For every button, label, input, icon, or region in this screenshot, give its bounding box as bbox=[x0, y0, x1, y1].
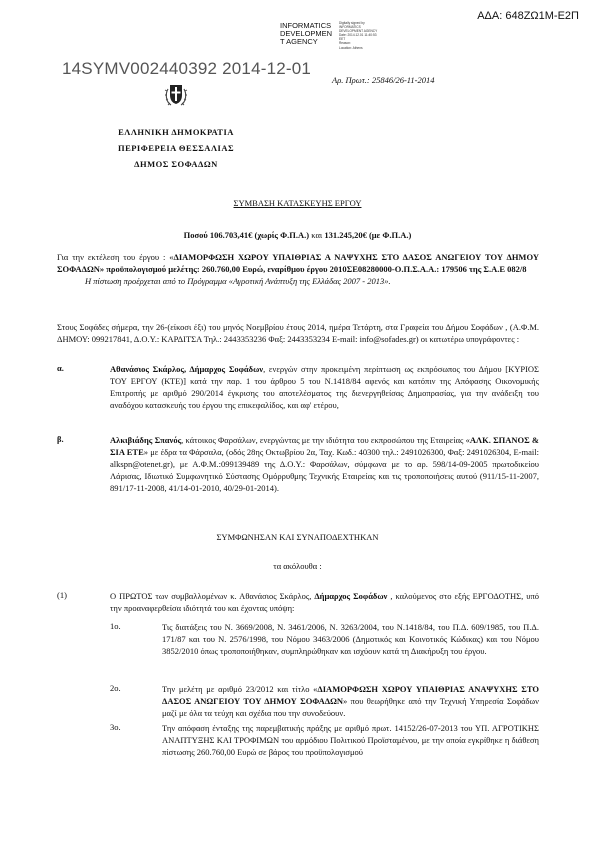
stamp-detail-line: Location: Athens bbox=[339, 45, 363, 50]
stamp-detail-line: Reason: bbox=[339, 41, 351, 46]
amount-with-vat: 131.245,20€ (με Φ.Π.Α.) bbox=[324, 230, 412, 240]
party-b-text-2: » με έδρα τα Φάρσαλα, (οδός 28ης Οκτωβρίου 2α, Ταχ. Κωδ.: 40300 τηλ.: 2491026300, Φαξ: 2491026304, E-mail: alkspn@otenet.gr), με Α.Φ.Μ.:099139489 της Δ.Ο.Υ.: Φαρσάλων, σύμφωνα με το αρ. 598/14-09-2005 πρωτοδικείου Λάρισας, Ιδιωτικό Συμφωνητικό Σύστασης Ομόρρυθμης Τεχνικής Εταιρείας και τις τροποποιήσεις αυτού (911/15-11-2007, 891/17-11-2008, 41/14-01-2010, 40/29-01-2014). bbox=[110, 447, 539, 493]
document-title: ΣΥΜΒΑΣΗ ΚΑΤΑΣΚΕΥΗΣ ΕΡΓΟΥ bbox=[233, 198, 362, 208]
intro-prefix: Για την εκτέλεση του έργου : « bbox=[57, 252, 174, 262]
item-2-project-title: ΔΙΑΜΟΡΦΩΣΗ ΧΩΡΟΥ ΥΠΑΙΘΡΙΑΣ ΑΝΑΨΥΧΗΣ ΣΤΟ ΔΑΣΟΣ ΑΝΩΓΕΙΟΥ ΤΟΥ ΔΗΜΟΥ ΣΟΦΑΔΩΝ bbox=[162, 684, 539, 706]
party-b-paragraph bbox=[110, 434, 539, 494]
section-1-label: (1) bbox=[57, 590, 67, 600]
stamp-org-line: INFORMATICS bbox=[280, 21, 332, 30]
header-municipality: ΔΗΜΟΣ ΣΟΦΑΔΩΝ bbox=[134, 159, 218, 169]
stamp-detail-line: Digitally signed by bbox=[339, 21, 365, 25]
section-1-text-2: , καλούμενος στο εξής ΕΡΓΟΔΟΤΗΣ, υπό την προαναφερθείσα ιδιότητά του και έχοντας υπόψη: bbox=[110, 591, 539, 613]
header-region: ΠΕΡΙΦΕΡΕΙΑ ΘΕΣΣΑΛΙΑΣ bbox=[117, 143, 235, 153]
party-b-name: Αλκιβιάδης Σπανός bbox=[110, 435, 182, 445]
item-3-label: 3ο. bbox=[110, 722, 121, 732]
contract-amounts bbox=[0, 230, 595, 240]
party-a-paragraph bbox=[110, 363, 539, 411]
stamp-detail-line: Date: 2014.12.01 11:40:53 bbox=[339, 33, 377, 38]
section-1-mayor-title: Δήμαρχος Σοφάδων bbox=[314, 591, 388, 601]
stamp-org-line: DEVELOPMEN bbox=[280, 29, 333, 39]
agreed-heading: ΣΥΜΦΩΝΗΣΑΝ ΚΑΙ ΣΥΝΑΠΟΔΕΧΤΗΚΑΝ bbox=[216, 532, 379, 542]
amount-without-vat: Ποσού 106.703,41€ (χωρίς Φ.Π.Α.) bbox=[183, 230, 310, 240]
signature-stamp-org bbox=[280, 22, 338, 47]
party-a-letter: α. bbox=[57, 363, 64, 373]
stamp-detail-line: DEVELOPMENT AGENCY bbox=[339, 29, 378, 34]
item-2-label: 2ο. bbox=[110, 683, 121, 693]
ada-code: ΑΔΑ: 648ΖΩ1Μ-Ε2Π bbox=[477, 10, 579, 22]
contract-opening-paragraph: Στους Σοφάδες σήμερα, την 26-(είκοσι έξι) του μηνός Νοεμβρίου έτους 2014, ημέρα Τετάρτη, στα Γραφεία του Δήμου Σοφάδων , (Α.Φ.Μ. ΔΗΜΟΥ: 099217841, Δ.Ο.Υ.: ΚΑΡΔΙΤΣΑ Τηλ.: 2443353236 Φαξ: 2443353234 E-mail: info@sofades.gr) οι κατωτέρω υπογράφοντες : bbox=[57, 322, 539, 344]
protocol-number: Αρ. Πρωτ.: 25846/26-11-2014 bbox=[332, 75, 435, 85]
party-a-label bbox=[57, 363, 64, 373]
greek-emblem-icon bbox=[161, 79, 191, 109]
item-2-text-2: » που θεωρήθηκε από την Τεχνική Υπηρεσία Σοφάδων μαζί με όλα τα τεύχη και σχέδια που την συνοδεύουν. bbox=[162, 696, 539, 718]
stamp-org-line: T AGENCY bbox=[280, 37, 318, 47]
item-1-text: Τις διατάξεις του Ν. 3669/2008, Ν. 3461/2006, Ν. 3263/2004, του Ν.1418/84, του Π.Δ. 609/1985, του Π.Δ. 171/87 και του Ν. 2576/1998, του Νόμου 3463/2006 (Δημοτικός και Κοινοτικός Κώδικας) και του Νόμου 3852/2010 όπως τροποποιήθηκαν, συμπληρώθηκαν και ισχύουν κατά τη Διακήρυξη του έργου. bbox=[162, 622, 539, 656]
signature-stamp-details bbox=[339, 21, 399, 50]
stamp-detail-line: EET bbox=[339, 37, 346, 42]
party-b-company: ΑΛΚ. ΣΠΑΝΟΣ & ΣΙΑ ΕΤΕ bbox=[110, 435, 539, 457]
section-1-paragraph bbox=[110, 590, 539, 614]
project-description: ΔΙΑΜΟΡΦΩΣΗ ΧΩΡΟΥ ΥΠΑΙΘΡΙΑΣ Α ΝΑΨΥΧΗΣ ΣΤΟ ΔΑΣΟΣ ΑΝΩΓΕΙΟΥ ΤΟΥ ΔΗΜΟΥ ΣΟΦΑΔΩΝ» προϋπολογισμού μελέτης: 260.760,00 Ευρώ, εναρίθμου έργου 2010ΣΕ08280000-Ο.Π.Σ.Α.Α.: 179506 της Σ.Α.Ε 082/8 bbox=[57, 252, 539, 274]
stamp-detail-line: INFORMATICS bbox=[339, 25, 361, 30]
item-3-text: Την απόφαση ένταξης της παρεμβατικής πράξης με αριθμό πρωτ. 14152/26-07-2013 του ΥΠ. ΑΓΡΟΤΙΚΗΣ ΑΝΑΠΤΥΞΗΣ ΚΑΙ ΤΡΟΦΙΜΩΝ του αρμόδιου Πολιτικού Προϊσταμένου, με την οποία εγκρίθηκε η διάθεση πίστωσης 260.760,00 Ευρώ σε βάρος του προϋπολογισμού bbox=[162, 723, 539, 757]
party-b-letter: β. bbox=[57, 434, 64, 444]
header-country: ΕΛΛΗΝΙΚΗ ΔΗΜΟΚΡΑΤΙΑ bbox=[118, 127, 234, 137]
funding-note: Η πίστωση προέρχεται από το Πρόγραμμα «Αγροτική Ανάπτυξη της Ελλάδας 2007 - 2013». bbox=[85, 276, 391, 286]
amounts-conjunction: και bbox=[309, 230, 325, 240]
party-a-name: Αθανάσιος Σκάρλος, Δήμαρχος Σοφάδων bbox=[110, 364, 264, 374]
party-b-text-1: , κάτοικος Φαρσάλων, ενεργώντας με την ιδιότητα του εκπροσώπου της Εταιρείας « bbox=[181, 435, 470, 445]
project-intro bbox=[57, 251, 539, 287]
following-heading: τα ακόλουθα : bbox=[273, 561, 322, 571]
party-a-text: , ενεργών στην προκειμένη περίπτωση ως εκπρόσωπος του Δήμου [ΚΥΡΙΟΣ ΤΟΥ ΕΡΓΟΥ (ΚΤΕ)] κατά την παρ. 1 του άρθρου 5 του Ν.1418/84 αφενός και κατόπιν της Απόφασης Οικονομικής Επιτροπής με αριθμό 290/2014 έγκρισης του αποτελέσματος της διενεργηθείσας Δημοπρασίας, για την ανάδειξη του αναδόχου κατασκευής του έργου της επικεφαλίδος, και αφ' ετέρου, bbox=[110, 364, 539, 410]
section-1-text-1: Ο ΠΡΩΤΟΣ των συμβαλλομένων κ. Αθανάσιος Σκάρλος, bbox=[110, 591, 315, 601]
party-b-label bbox=[57, 434, 64, 444]
item-2-text bbox=[162, 683, 539, 719]
item-1-label: 1ο. bbox=[110, 621, 121, 631]
item-2-text-1: Την μελέτη με αριθμό 23/2012 και τίτλο « bbox=[162, 684, 318, 694]
document-id: 14SYMV002440392 2014-12-01 bbox=[62, 59, 312, 78]
